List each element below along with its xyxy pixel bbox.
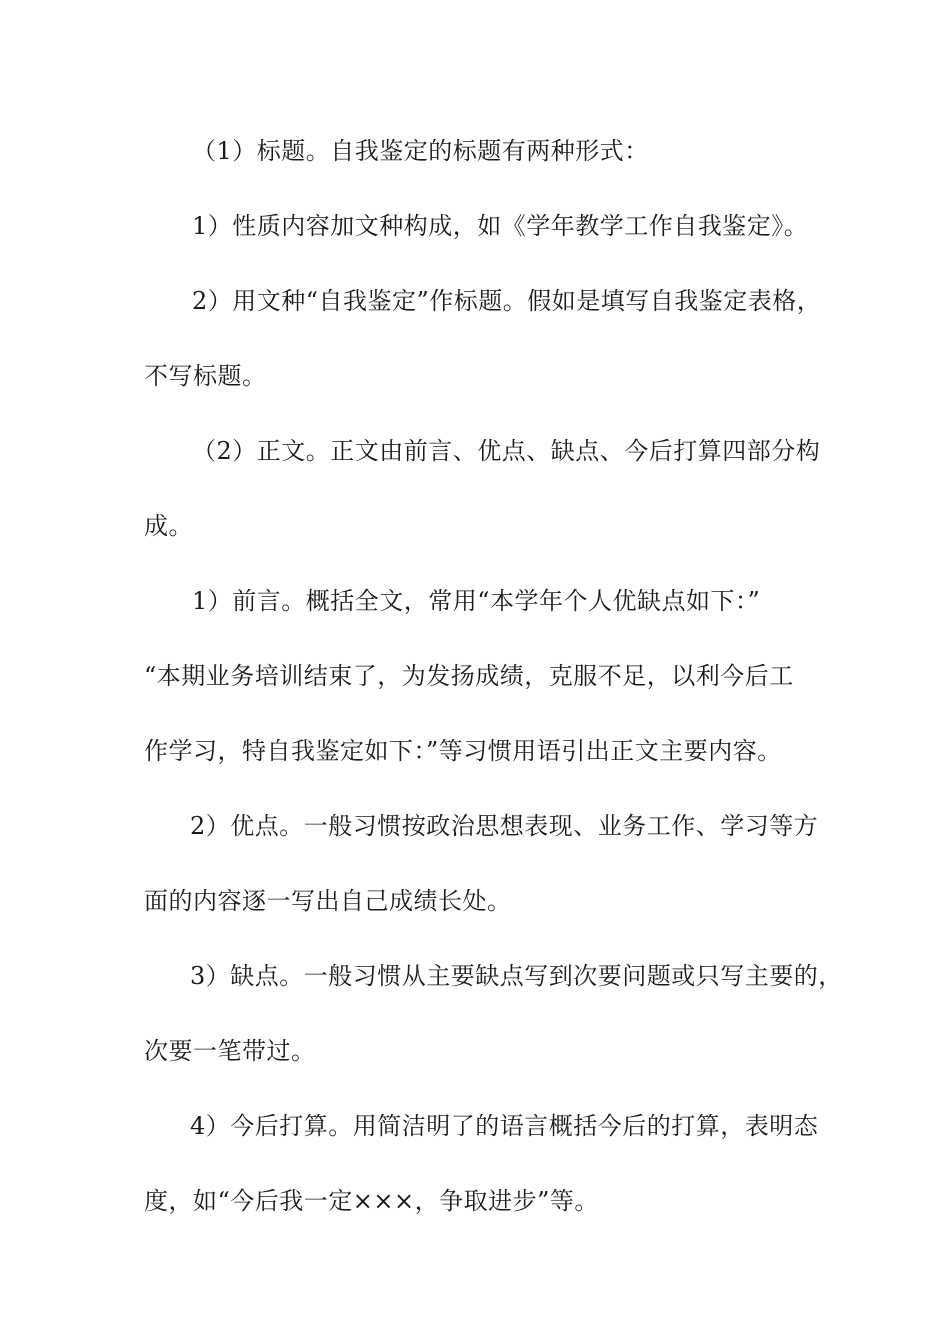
paragraph-weaknesses: 3）缺点。一般习惯从主要缺点写到次要问题或只写主要的， xyxy=(190,962,843,990)
paragraph-title-form-2-cont: 不写标题。 xyxy=(144,362,267,390)
paragraph-title-heading: （1）标题。自我鉴定的标题有两种形式： xyxy=(192,137,649,165)
paragraph-body-heading: （2）正文。正文由前言、优点、缺点、今后打算四部分构 xyxy=(192,437,821,465)
paragraph-preface: 1）前言。概括全文，常用“本学年个人优缺点如下：” xyxy=(192,587,761,615)
paragraph-preface-cont-2: 作学习，特自我鉴定如下：”等习惯用语引出正文主要内容。 xyxy=(144,737,782,765)
paragraph-title-form-1: 1）性质内容加文种构成，如《学年教学工作自我鉴定》。 xyxy=(192,212,809,240)
paragraph-weaknesses-cont: 次要一笔带过。 xyxy=(144,1037,316,1065)
paragraph-strengths-cont: 面的内容逐一写出自己成绩长处。 xyxy=(144,887,512,915)
paragraph-title-form-2: 2）用文种“自我鉴定”作标题。假如是填写自我鉴定表格， xyxy=(192,287,822,315)
paragraph-preface-cont-1: “本期业务培训结束了，为发扬成绩，克服不足，以利今后工 xyxy=(144,662,794,690)
paragraph-strengths: 2）优点。一般习惯按政治思想表现、业务工作、学习等方 xyxy=(190,812,819,840)
paragraph-body-heading-cont: 成。 xyxy=(144,512,193,540)
paragraph-future-plans-cont: 度，如“今后我一定×××，争取进步”等。 xyxy=(144,1187,599,1215)
paragraph-future-plans: 4）今后打算。用简洁明了的语言概括今后的打算，表明态 xyxy=(190,1112,819,1140)
